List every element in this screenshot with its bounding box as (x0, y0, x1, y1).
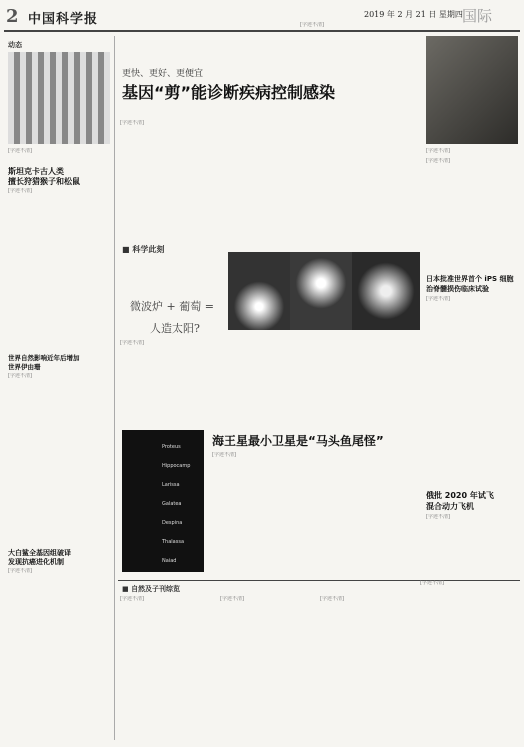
moon-label-1: Hippocamp (162, 463, 191, 469)
moon-label-5: Thalassa (162, 539, 185, 545)
neptune-body: [字迹不清] (212, 452, 236, 458)
researcher-caption: [字迹不清] (426, 148, 450, 154)
right-h1b: 治脊髓损伤临床试验 (426, 285, 489, 293)
moon-label-3: Galatea (162, 501, 182, 507)
left-section-tag: 动态 (8, 41, 22, 49)
photo-caption-1: [字迹不清] (8, 148, 32, 154)
date-text: 2019 年 2 月 21 日 (364, 10, 437, 19)
bottom-col-1: [字迹不清] (120, 596, 144, 602)
left-article-3: [字迹不清] (8, 568, 32, 574)
plasma-photo-c (352, 252, 420, 330)
moon-label-2: Larissa (162, 482, 180, 488)
left-h2b: 世界伊由珊 (8, 363, 41, 371)
right-h2: 俄批 2020 年试飞 (426, 491, 494, 500)
moon-list (162, 438, 190, 571)
masthead-credits: [字迹不清] (300, 22, 324, 28)
right-article-2: [字迹不清] (426, 296, 450, 302)
top-kicker: 更快、更好、更便宜 (122, 69, 204, 79)
left-article-2: [字迹不清] (8, 373, 32, 379)
bottom-section-title: ■ 自然及子刊综览 (122, 585, 181, 593)
column-tag: ■ 科学此刻 (122, 245, 165, 254)
right-article-body: [字迹不清] (426, 158, 450, 164)
paper-name: 中国科学报 (28, 12, 99, 27)
top-article-body: [字迹不清] (120, 120, 144, 126)
left-h1b: 擅长狩猎猴子和松鼠 (8, 177, 80, 186)
left-h2: 世界自然影响近年后增加 (8, 354, 80, 362)
right-article-3: [字迹不清] (426, 514, 450, 520)
moon-label-6: Naiad (162, 558, 177, 564)
weekday-text: 星期四 (438, 10, 463, 19)
column-tag-text: 科学此刻 (132, 245, 165, 254)
bottom-col-3: [字迹不清] (320, 596, 344, 602)
issue-date (364, 9, 463, 20)
plasma-photo-a (228, 252, 290, 330)
column-title-2: 人造太阳? (150, 322, 200, 335)
column-title-1: 微波炉 + 葡萄 = (130, 300, 214, 313)
bottom-col-2: [字迹不清] (220, 596, 244, 602)
neptune-headline: 海王星最小卫星是“马头鱼尾怪” (212, 434, 384, 448)
left-h1: 斯坦克卡古人类 (8, 167, 64, 176)
bottom-col-4: [字迹不清] (420, 580, 444, 586)
left-article-1: [字迹不清] (8, 188, 32, 194)
section-label: 国际 (462, 7, 493, 25)
plasma-photo-b (290, 252, 352, 330)
moon-label-4: Despina (162, 520, 183, 526)
researcher-photo (426, 36, 518, 144)
moon-label-0: Proteus (162, 444, 181, 450)
column-body: [字迹不清] (120, 340, 144, 346)
fossil-teeth-photo (8, 52, 110, 144)
right-h1: 日本批准世界首个 iPS 细胞 (426, 275, 514, 283)
top-headline: 基因“剪”能诊断疾病控制感染 (122, 83, 336, 102)
left-h3: 大白鲨全基因组破译 (8, 549, 71, 557)
masthead-rule (4, 30, 520, 32)
right-h2b: 混合动力飞机 (426, 502, 474, 511)
bottom-section-text: 自然及子刊综览 (131, 585, 181, 593)
left-h3b: 发现抗癌进化机制 (8, 558, 64, 566)
left-col-rule (114, 36, 115, 740)
page-number: 2 (6, 6, 19, 27)
